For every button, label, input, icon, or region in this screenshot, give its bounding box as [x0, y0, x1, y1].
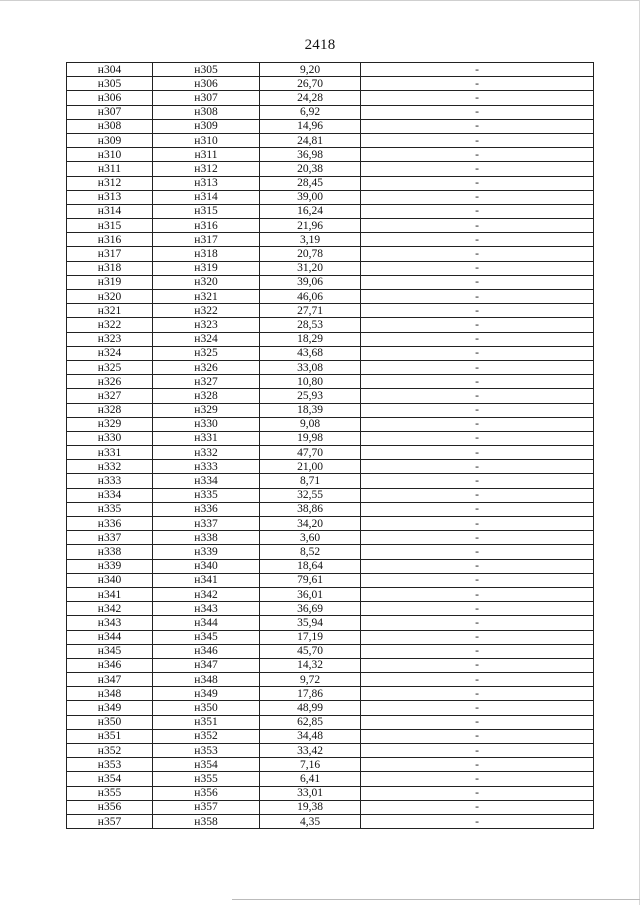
note-cell: - — [361, 446, 594, 460]
to-point-cell: н329 — [153, 403, 260, 417]
note-cell: - — [361, 687, 594, 701]
distance-cell: 28,45 — [260, 176, 361, 190]
from-point-cell: н306 — [67, 91, 153, 105]
from-point-cell: н338 — [67, 545, 153, 559]
distance-cell: 9,72 — [260, 673, 361, 687]
from-point-cell: н321 — [67, 304, 153, 318]
note-cell: - — [361, 162, 594, 176]
note-cell: - — [361, 587, 594, 601]
to-point-cell: н353 — [153, 744, 260, 758]
note-cell: - — [361, 233, 594, 247]
from-point-cell: н308 — [67, 119, 153, 133]
note-cell: - — [361, 417, 594, 431]
distance-cell: 6,92 — [260, 105, 361, 119]
table-row — [67, 772, 594, 786]
to-point-cell: н341 — [153, 573, 260, 587]
distance-cell: 24,81 — [260, 133, 361, 147]
from-point-cell: н356 — [67, 800, 153, 814]
distance-cell: 32,55 — [260, 488, 361, 502]
distance-cell: 79,61 — [260, 573, 361, 587]
note-cell: - — [361, 290, 594, 304]
from-point-cell: н350 — [67, 715, 153, 729]
distance-cell: 36,98 — [260, 148, 361, 162]
table-row — [67, 275, 594, 289]
note-cell: - — [361, 190, 594, 204]
table-row — [67, 814, 594, 828]
table-row — [67, 219, 594, 233]
note-cell: - — [361, 247, 594, 261]
distance-cell: 8,52 — [260, 545, 361, 559]
table-row — [67, 786, 594, 800]
table-row — [67, 318, 594, 332]
note-cell: - — [361, 602, 594, 616]
distance-cell: 18,64 — [260, 559, 361, 573]
note-cell: - — [361, 261, 594, 275]
from-point-cell: н345 — [67, 644, 153, 658]
to-point-cell: н331 — [153, 431, 260, 445]
note-cell: - — [361, 77, 594, 91]
note-cell: - — [361, 517, 594, 531]
from-point-cell: н347 — [67, 673, 153, 687]
to-point-cell: н338 — [153, 531, 260, 545]
from-point-cell: н341 — [67, 587, 153, 601]
distance-cell: 20,38 — [260, 162, 361, 176]
from-point-cell: н320 — [67, 290, 153, 304]
table-row — [67, 162, 594, 176]
distance-cell: 27,71 — [260, 304, 361, 318]
note-cell: - — [361, 644, 594, 658]
note-cell: - — [361, 729, 594, 743]
distance-cell: 28,53 — [260, 318, 361, 332]
from-point-cell: н316 — [67, 233, 153, 247]
distance-cell: 43,68 — [260, 346, 361, 360]
table-row — [67, 133, 594, 147]
distance-cell: 14,96 — [260, 119, 361, 133]
distance-cell: 38,86 — [260, 502, 361, 516]
table-row — [67, 502, 594, 516]
from-point-cell: н317 — [67, 247, 153, 261]
to-point-cell: н323 — [153, 318, 260, 332]
from-point-cell: н304 — [67, 63, 153, 77]
to-point-cell: н314 — [153, 190, 260, 204]
note-cell: - — [361, 204, 594, 218]
to-point-cell: н317 — [153, 233, 260, 247]
table-row — [67, 261, 594, 275]
distance-cell: 21,96 — [260, 219, 361, 233]
from-point-cell: н312 — [67, 176, 153, 190]
to-point-cell: н327 — [153, 375, 260, 389]
to-point-cell: н325 — [153, 346, 260, 360]
distance-cell: 3,19 — [260, 233, 361, 247]
note-cell: - — [361, 389, 594, 403]
from-point-cell: н315 — [67, 219, 153, 233]
table-row — [67, 91, 594, 105]
table-row — [67, 290, 594, 304]
to-point-cell: н315 — [153, 204, 260, 218]
distance-cell: 10,80 — [260, 375, 361, 389]
table-row — [67, 431, 594, 445]
note-cell: - — [361, 573, 594, 587]
distance-cell: 16,24 — [260, 204, 361, 218]
distance-cell: 31,20 — [260, 261, 361, 275]
distance-cell: 33,01 — [260, 786, 361, 800]
to-point-cell: н309 — [153, 119, 260, 133]
table-row — [67, 63, 594, 77]
distance-cell: 8,71 — [260, 474, 361, 488]
to-point-cell: н352 — [153, 729, 260, 743]
distance-cell: 25,93 — [260, 389, 361, 403]
from-point-cell: н311 — [67, 162, 153, 176]
table-row — [67, 517, 594, 531]
scan-edge-top — [0, 0, 640, 1]
to-point-cell: н311 — [153, 148, 260, 162]
from-point-cell: н340 — [67, 573, 153, 587]
to-point-cell: н308 — [153, 105, 260, 119]
distance-cell: 7,16 — [260, 758, 361, 772]
distance-cell: 6,41 — [260, 772, 361, 786]
from-point-cell: н309 — [67, 133, 153, 147]
table-row — [67, 673, 594, 687]
distance-cell: 34,48 — [260, 729, 361, 743]
from-point-cell: н339 — [67, 559, 153, 573]
note-cell: - — [361, 800, 594, 814]
to-point-cell: н356 — [153, 786, 260, 800]
table-row — [67, 531, 594, 545]
table-row — [67, 602, 594, 616]
note-cell: - — [361, 701, 594, 715]
note-cell: - — [361, 275, 594, 289]
note-cell: - — [361, 630, 594, 644]
note-cell: - — [361, 346, 594, 360]
distance-cell: 18,29 — [260, 332, 361, 346]
note-cell: - — [361, 758, 594, 772]
table-row — [67, 176, 594, 190]
table-row — [67, 729, 594, 743]
distance-cell: 47,70 — [260, 446, 361, 460]
table-row — [67, 360, 594, 374]
distance-cell: 21,00 — [260, 460, 361, 474]
note-cell: - — [361, 531, 594, 545]
distance-cell: 62,85 — [260, 715, 361, 729]
table-row — [67, 687, 594, 701]
distance-cell: 46,06 — [260, 290, 361, 304]
note-cell: - — [361, 772, 594, 786]
distance-cell: 36,69 — [260, 602, 361, 616]
note-cell: - — [361, 219, 594, 233]
to-point-cell: н307 — [153, 91, 260, 105]
table-row — [67, 247, 594, 261]
from-point-cell: н344 — [67, 630, 153, 644]
table-row — [67, 304, 594, 318]
to-point-cell: н328 — [153, 389, 260, 403]
from-point-cell: н332 — [67, 460, 153, 474]
note-cell: - — [361, 105, 594, 119]
to-point-cell: н310 — [153, 133, 260, 147]
from-point-cell: н342 — [67, 602, 153, 616]
from-point-cell: н335 — [67, 502, 153, 516]
to-point-cell: н348 — [153, 673, 260, 687]
to-point-cell: н324 — [153, 332, 260, 346]
from-point-cell: н307 — [67, 105, 153, 119]
distance-cell: 19,38 — [260, 800, 361, 814]
table-row — [67, 573, 594, 587]
from-point-cell: н352 — [67, 744, 153, 758]
table-row — [67, 446, 594, 460]
from-point-cell: н323 — [67, 332, 153, 346]
distance-cell: 17,19 — [260, 630, 361, 644]
from-point-cell: н324 — [67, 346, 153, 360]
to-point-cell: н336 — [153, 502, 260, 516]
table-row — [67, 758, 594, 772]
to-point-cell: н335 — [153, 488, 260, 502]
distance-cell: 39,00 — [260, 190, 361, 204]
to-point-cell: н321 — [153, 290, 260, 304]
table-row — [67, 616, 594, 630]
to-point-cell: н322 — [153, 304, 260, 318]
page-number: 2418 — [304, 37, 336, 53]
distance-cell: 9,20 — [260, 63, 361, 77]
to-point-cell: н306 — [153, 77, 260, 91]
table-row — [67, 715, 594, 729]
note-cell: - — [361, 332, 594, 346]
to-point-cell: н330 — [153, 417, 260, 431]
to-point-cell: н343 — [153, 602, 260, 616]
from-point-cell: н326 — [67, 375, 153, 389]
from-point-cell: н343 — [67, 616, 153, 630]
to-point-cell: н319 — [153, 261, 260, 275]
note-cell: - — [361, 474, 594, 488]
note-cell: - — [361, 375, 594, 389]
from-point-cell: н334 — [67, 488, 153, 502]
distance-cell: 24,28 — [260, 91, 361, 105]
note-cell: - — [361, 176, 594, 190]
note-cell: - — [361, 715, 594, 729]
to-point-cell: н346 — [153, 644, 260, 658]
table-row — [67, 800, 594, 814]
note-cell: - — [361, 63, 594, 77]
distance-cell: 14,32 — [260, 658, 361, 672]
note-cell: - — [361, 488, 594, 502]
from-point-cell: н313 — [67, 190, 153, 204]
to-point-cell: н358 — [153, 814, 260, 828]
table-row — [67, 658, 594, 672]
from-point-cell: н318 — [67, 261, 153, 275]
to-point-cell: н339 — [153, 545, 260, 559]
distance-cell: 9,08 — [260, 417, 361, 431]
table-row — [67, 204, 594, 218]
from-point-cell: н328 — [67, 403, 153, 417]
to-point-cell: н326 — [153, 360, 260, 374]
table-row — [67, 105, 594, 119]
from-point-cell: н346 — [67, 658, 153, 672]
from-point-cell: н330 — [67, 431, 153, 445]
to-point-cell: н318 — [153, 247, 260, 261]
to-point-cell: н312 — [153, 162, 260, 176]
distance-cell: 18,39 — [260, 403, 361, 417]
note-cell: - — [361, 91, 594, 105]
note-cell: - — [361, 786, 594, 800]
table-row — [67, 744, 594, 758]
from-point-cell: н337 — [67, 531, 153, 545]
distance-cell: 4,35 — [260, 814, 361, 828]
to-point-cell: н333 — [153, 460, 260, 474]
to-point-cell: н313 — [153, 176, 260, 190]
distance-cell: 33,42 — [260, 744, 361, 758]
to-point-cell: н342 — [153, 587, 260, 601]
from-point-cell: н331 — [67, 446, 153, 460]
note-cell: - — [361, 460, 594, 474]
to-point-cell: н337 — [153, 517, 260, 531]
distance-cell: 36,01 — [260, 587, 361, 601]
distance-cell: 39,06 — [260, 275, 361, 289]
table-body — [67, 63, 594, 829]
to-point-cell: н340 — [153, 559, 260, 573]
table-row — [67, 332, 594, 346]
from-point-cell: н353 — [67, 758, 153, 772]
note-cell: - — [361, 148, 594, 162]
distance-cell: 34,20 — [260, 517, 361, 531]
to-point-cell: н332 — [153, 446, 260, 460]
distance-cell: 19,98 — [260, 431, 361, 445]
table-row — [67, 644, 594, 658]
table-row — [67, 403, 594, 417]
table-row — [67, 417, 594, 431]
note-cell: - — [361, 673, 594, 687]
note-cell: - — [361, 658, 594, 672]
to-point-cell: н344 — [153, 616, 260, 630]
table-row — [67, 474, 594, 488]
to-point-cell: н345 — [153, 630, 260, 644]
from-point-cell: н325 — [67, 360, 153, 374]
from-point-cell: н329 — [67, 417, 153, 431]
note-cell: - — [361, 304, 594, 318]
note-cell: - — [361, 431, 594, 445]
to-point-cell: н357 — [153, 800, 260, 814]
from-point-cell: н348 — [67, 687, 153, 701]
table-row — [67, 545, 594, 559]
table-row — [67, 119, 594, 133]
table-row — [67, 488, 594, 502]
from-point-cell: н322 — [67, 318, 153, 332]
to-point-cell: н350 — [153, 701, 260, 715]
note-cell: - — [361, 318, 594, 332]
table-row — [67, 701, 594, 715]
table-row — [67, 389, 594, 403]
to-point-cell: н354 — [153, 758, 260, 772]
to-point-cell: н355 — [153, 772, 260, 786]
table-row — [67, 190, 594, 204]
table-row — [67, 460, 594, 474]
note-cell: - — [361, 133, 594, 147]
from-point-cell: н327 — [67, 389, 153, 403]
note-cell: - — [361, 616, 594, 630]
from-point-cell: н336 — [67, 517, 153, 531]
table-row — [67, 587, 594, 601]
table-row — [67, 148, 594, 162]
from-point-cell: н351 — [67, 729, 153, 743]
table-row — [67, 630, 594, 644]
to-point-cell: н320 — [153, 275, 260, 289]
to-point-cell: н334 — [153, 474, 260, 488]
distance-cell: 26,70 — [260, 77, 361, 91]
note-cell: - — [361, 545, 594, 559]
to-point-cell: н349 — [153, 687, 260, 701]
distance-cell: 17,86 — [260, 687, 361, 701]
distance-cell: 45,70 — [260, 644, 361, 658]
from-point-cell: н333 — [67, 474, 153, 488]
from-point-cell: н319 — [67, 275, 153, 289]
from-point-cell: н355 — [67, 786, 153, 800]
distance-cell: 48,99 — [260, 701, 361, 715]
note-cell: - — [361, 814, 594, 828]
to-point-cell: н351 — [153, 715, 260, 729]
to-point-cell: н305 — [153, 63, 260, 77]
note-cell: - — [361, 502, 594, 516]
table-row — [67, 559, 594, 573]
table-row — [67, 375, 594, 389]
from-point-cell: н354 — [67, 772, 153, 786]
to-point-cell: н347 — [153, 658, 260, 672]
scan-edge-bottom — [232, 899, 640, 900]
note-cell: - — [361, 403, 594, 417]
from-point-cell: н349 — [67, 701, 153, 715]
note-cell: - — [361, 360, 594, 374]
table-row — [67, 77, 594, 91]
from-point-cell: н357 — [67, 814, 153, 828]
from-point-cell: н314 — [67, 204, 153, 218]
from-point-cell: н305 — [67, 77, 153, 91]
distance-cell: 35,94 — [260, 616, 361, 630]
to-point-cell: н316 — [153, 219, 260, 233]
from-point-cell: н310 — [67, 148, 153, 162]
table-row — [67, 346, 594, 360]
coordinates-table — [66, 62, 594, 829]
note-cell: - — [361, 559, 594, 573]
note-cell: - — [361, 119, 594, 133]
distance-cell: 20,78 — [260, 247, 361, 261]
note-cell: - — [361, 744, 594, 758]
table-row — [67, 233, 594, 247]
distance-cell: 33,08 — [260, 360, 361, 374]
distance-cell: 3,60 — [260, 531, 361, 545]
